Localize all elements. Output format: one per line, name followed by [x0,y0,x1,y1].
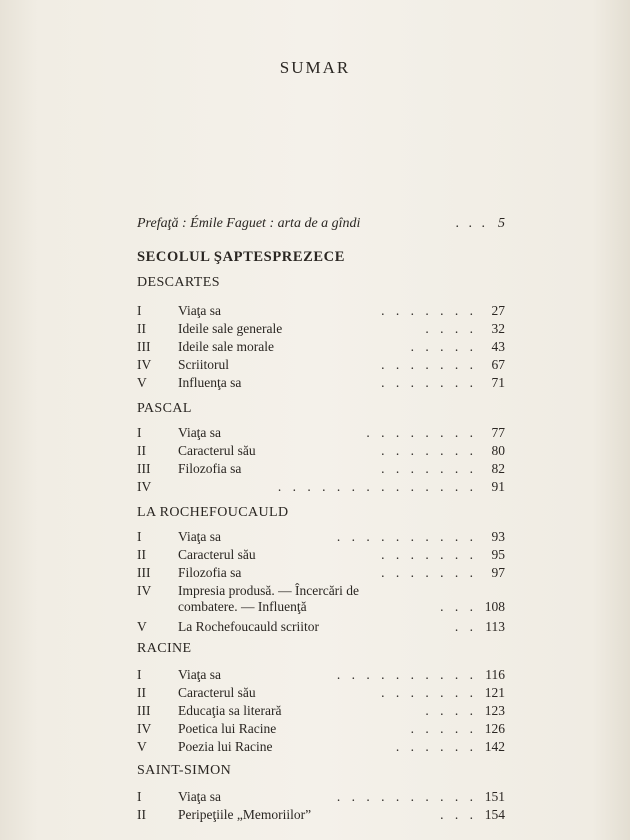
chapter-number: I [137,303,142,318]
leader-dots: . . . [440,807,477,822]
toc-entry [137,807,505,823]
chapter-title: Poetica lui Racine [178,721,277,736]
chapter-title: Viaţa sa [178,789,222,804]
page-number: 82 [491,461,505,476]
chapter-number: IV [137,583,152,598]
leader-dots: . . . [455,216,488,231]
chapter-title: Viaţa sa [178,667,222,682]
chapter-number: I [137,425,142,440]
toc-entry [137,565,505,581]
toc-entry [137,583,505,615]
page-number: 32 [491,321,505,336]
chapter-number: IV [137,721,152,736]
page-number: 71 [491,375,505,390]
leader-dots: . . . . . . . [381,565,477,580]
chapter-title: Viaţa sa [178,303,222,318]
toc-entry [137,357,505,373]
leader-dots: . . . [440,599,477,614]
chapter-number: III [137,339,151,354]
page-number: 151 [484,789,505,804]
leader-dots: . . . . . . . . . . [336,789,477,804]
chapter-title: Impresia produsă. — Încercări de [178,583,360,598]
chapter-number: V [137,739,147,754]
leader-dots: . . . . . . . . . . [336,667,477,682]
page-number: 142 [484,739,505,754]
page-number: 43 [491,339,505,354]
chapter-number: IV [137,357,152,372]
leader-dots: . . . . . . . [381,685,477,700]
toc-entry [137,303,505,319]
toc-entry [137,739,505,755]
toc-entry [137,375,505,391]
chapter-number: V [137,375,147,390]
page-number: 116 [485,667,505,682]
toc-entry [137,529,505,545]
chapter-number: II [137,807,146,822]
leader-dots: . . . . [425,703,477,718]
chapter-title: Ideile sale generale [178,321,283,336]
toc-entry [137,461,505,477]
chapter-title: Peripeţiile „Memoriilor” [178,807,312,822]
chapter-number: I [137,789,142,804]
toc-entry [137,703,505,719]
page-number: 97 [491,565,505,580]
page-title: SUMAR [279,58,351,77]
leader-dots: . . . . . . . [381,461,477,476]
leader-dots: . . . . . . . . [366,425,477,440]
leader-dots: . . . . . . . [381,357,477,372]
leader-dots: . . [454,619,477,634]
toc-entry [137,479,505,495]
author-heading: PASCAL [137,401,192,416]
page-number: 121 [484,685,505,700]
leader-dots: . . . . . . . [381,303,477,318]
chapter-title: La Rochefoucauld scriitor [178,619,319,634]
page-number: 80 [491,443,505,458]
preface-page: 5 [498,216,505,231]
author-heading: DESCARTES [137,275,220,290]
leader-dots: . . . . . . . [381,375,477,390]
leader-dots: . . . . [425,321,477,336]
author-heading: SAINT-SIMON [137,763,232,778]
chapter-number: II [137,547,146,562]
leader-dots: . . . . . . [395,739,477,754]
chapter-number: III [137,703,151,718]
chapter-title: Caracterul său [178,685,256,700]
toc-entry [137,619,505,635]
leader-dots: . . . . . . . [381,443,477,458]
preface-entry [137,216,505,232]
toc-entry [137,789,505,805]
chapter-number: IV [137,479,152,494]
page-number: 95 [491,547,505,562]
page-number: 123 [484,703,505,718]
chapter-title: Influenţa sa [178,375,242,390]
chapter-number: III [137,565,151,580]
page-number: 91 [491,479,505,494]
chapter-number: III [137,461,151,476]
page-number: 77 [491,425,505,440]
leader-dots: . . . . . . . . . . [336,529,477,544]
chapter-number: I [137,529,142,544]
leader-dots: . . . . . . . . . . . . . . [277,479,477,494]
page-number: 67 [491,357,505,372]
author-heading: RACINE [137,641,192,656]
chapter-title: Poezia lui Racine [178,739,273,754]
toc-entry [137,425,505,441]
preface-label: Prefaţă : Émile Faguet : arta de a gîndi [137,216,361,231]
chapter-title: Caracterul său [178,547,256,562]
toc-entry [137,443,505,459]
chapter-title-continued: combatere. — Influenţă [178,599,307,614]
page-number: 93 [491,529,505,544]
toc-entry [137,339,505,355]
chapter-title: Viaţa sa [178,529,222,544]
chapter-number: V [137,619,147,634]
toc-entry [137,321,505,337]
chapter-number: II [137,321,146,336]
page-number: 113 [485,619,505,634]
page-number: 154 [484,807,505,822]
leader-dots: . . . . . . . [381,547,477,562]
leader-dots: . . . . . [410,721,477,736]
page-number: 27 [491,303,505,318]
page-number: 108 [484,599,505,614]
author-heading: LA ROCHEFOUCAULD [137,505,289,520]
chapter-title: Ideile sale morale [178,339,274,354]
chapter-number: II [137,443,146,458]
toc-entry [137,547,505,563]
chapter-title: Caracterul său [178,443,256,458]
toc-entry [137,721,505,737]
chapter-number: II [137,685,146,700]
chapter-title: Filozofia sa [178,565,242,580]
chapter-title: Educaţia sa literară [178,703,282,718]
chapter-number: I [137,667,142,682]
chapter-title: Viaţa sa [178,425,222,440]
leader-dots: . . . . . [410,339,477,354]
chapter-title: Scriitorul [178,357,229,372]
toc-entry [137,685,505,701]
toc-entry [137,667,505,683]
chapter-title: Filozofia sa [178,461,242,476]
page-number: 126 [484,721,505,736]
section-heading: SECOLUL ŞAPTESPREZECE [137,249,346,265]
